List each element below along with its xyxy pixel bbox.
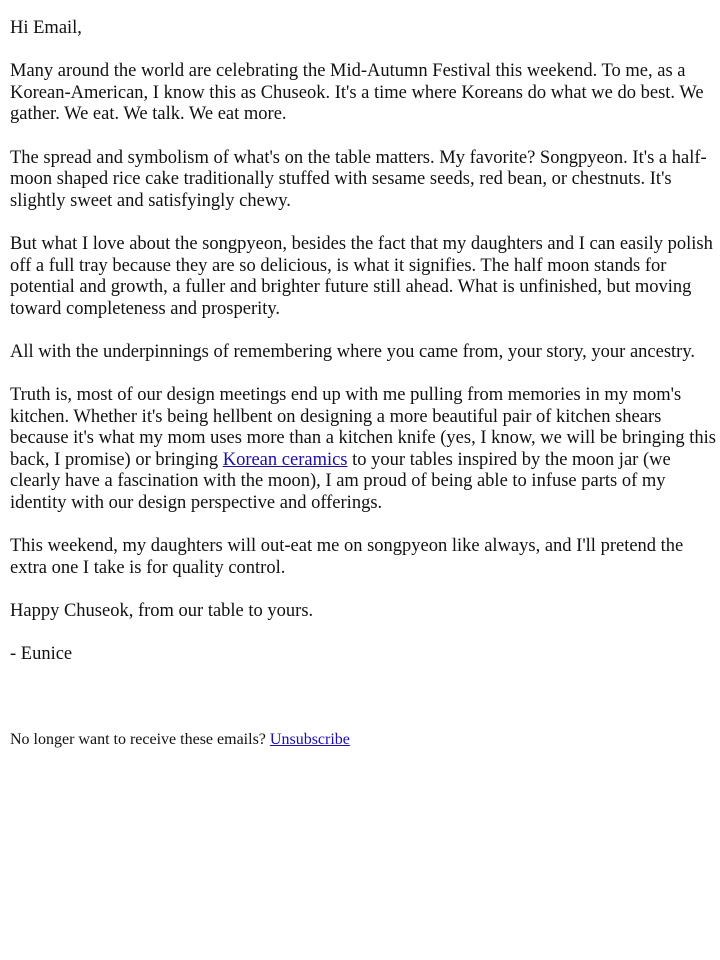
- email-footer: [10, 730, 716, 750]
- greeting: Hi Email,: [10, 18, 82, 38]
- paragraph-weekend: This weekend, my daughters will out-eat me on songpyeon like always, and I'll pretend the extra one I take is for quality control.: [10, 536, 684, 578]
- paragraph-symbolism: But what I love about the songpyeon, besides the fact that my daughters and I can easily polish off a full tray because they are so delicious, is what it signifies. The half moon stands for potential and growth, a fuller and brighter future still ahead. What is unfinished, but moving toward completeness and prosperity.: [10, 233, 713, 319]
- paragraph-text: to your tables inspired by the moon jar (we clearly have a fascination with the moon), I am proud of being able to infuse parts of my identity with our design perspective and offerings.: [10, 449, 671, 514]
- paragraph-songpyeon: The spread and symbolism of what's on the table matters. My favorite? Songpyeon. It's a half-moon shaped rice cake traditionally stuffed with sesame seeds, red bean, or chestnuts. It's slightly sweet and satisfyingly chewy.: [10, 147, 707, 211]
- paragraph-happy-chuseok: Happy Chuseok, from our table to yours.: [10, 601, 314, 622]
- signature: - Eunice: [10, 644, 73, 665]
- paragraph-design-meetings: [10, 385, 716, 515]
- paragraph-chuseok-intro: Many around the world are celebrating the Mid-Autumn Festival this weekend. To me, as a Korean-American, I know this as Chuseok. It's a time where Koreans do what we do best. We gather. We eat. We talk. We eat more.: [10, 61, 704, 125]
- paragraph-text: Truth is, most of our design meetings end up with me pulling from memories in my mom's kitchen. Whether it's being hellbent on designing a more beautiful pair of kitchen shears because it's what my mom uses more than a kitchen knife (yes, I know, we will be bringing this back, I promise) or bringing: [10, 385, 717, 470]
- korean-ceramics-link[interactable]: Korean ceramics: [222, 449, 348, 470]
- email-body: [10, 18, 716, 687]
- footer-text: No longer want to receive these emails?: [10, 731, 270, 748]
- paragraph-ancestry: All with the underpinnings of remembering where you came from, your story, your ancestry.: [10, 341, 695, 362]
- unsubscribe-link[interactable]: Unsubscribe: [269, 731, 350, 748]
